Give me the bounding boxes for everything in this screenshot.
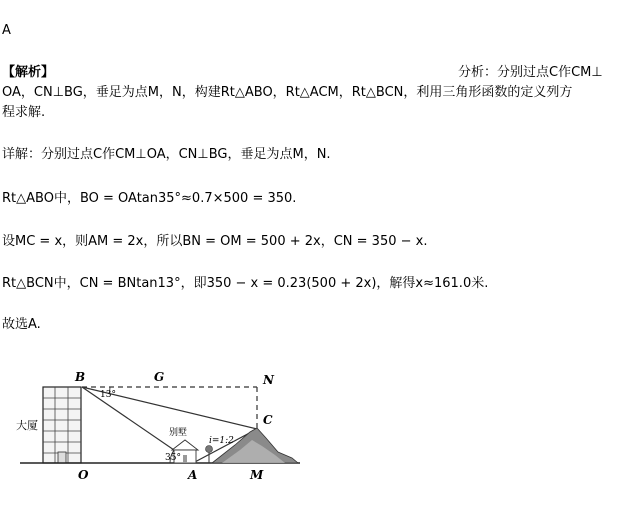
label-o: O — [78, 468, 89, 482]
label-g: G — [154, 370, 165, 384]
analysis-tag: 【解析】 — [2, 65, 55, 80]
detail-line-5: 故选A. — [2, 317, 41, 332]
analysis-head: 分析：分别过点C作CM⊥ — [458, 65, 603, 80]
answer-text: A — [2, 23, 11, 38]
tree-illustration — [206, 446, 213, 464]
label-slope: i=1:2 — [209, 436, 234, 446]
detail-line-1: 详解：分别过点C作CM⊥OA，CN⊥BG，垂足为点M，N. — [2, 147, 331, 162]
label-villa: 别墅 — [169, 428, 188, 438]
analysis-line-3: 程求解. — [2, 105, 46, 120]
label-angle-35: 35° — [165, 453, 181, 463]
detail-line-2: Rt△ABO中，BO = OAtan35°≈0.7×500 = 350. — [2, 191, 297, 206]
label-angle-13: 13° — [100, 390, 116, 400]
label-a: A — [188, 468, 198, 482]
analysis-line-2: OA，CN⊥BG，垂足为点M，N，构建Rt△ABO，Rt△ACM，Rt△BCN，利用三角形函数的定义列方 — [2, 85, 573, 100]
detail-line-3: 设MC = x，则AM = 2x，所以BN = OM = 500 + 2x，CN = 350 − x. — [2, 234, 428, 249]
label-b: B — [75, 370, 86, 384]
label-n: N — [263, 373, 274, 387]
label-m: M — [250, 468, 264, 482]
building-illustration — [43, 387, 81, 463]
label-building: 大厦 — [16, 419, 38, 432]
label-c: C — [263, 413, 273, 427]
detail-line-4: Rt△BCN中，CN = BNtan13°，即350 − x = 0.23(500 + 2x)，解得x≈161.0米. — [2, 276, 489, 291]
